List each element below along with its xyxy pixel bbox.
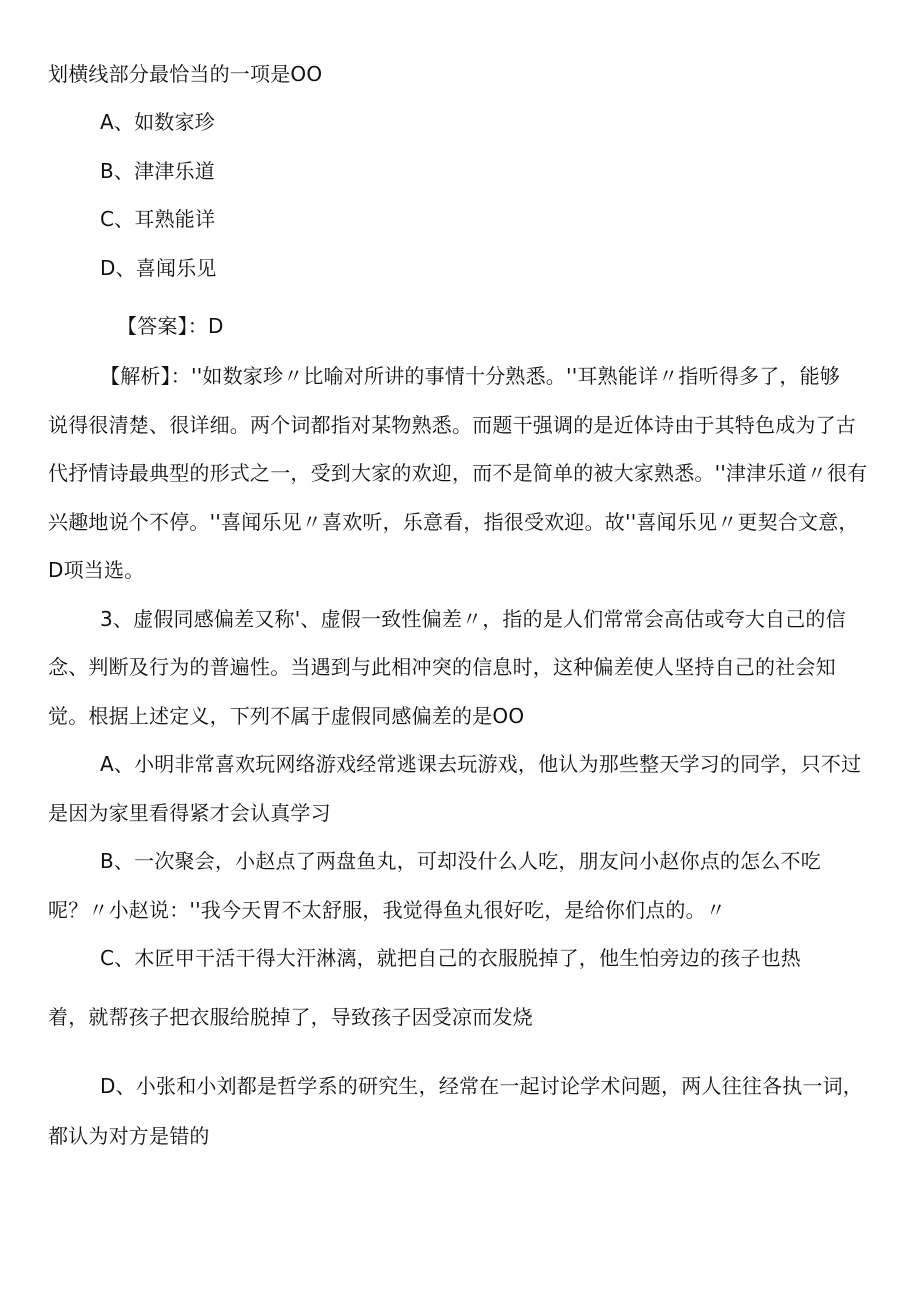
q3-option-a-cont: 是因为家里看得紧才会认真学习 xyxy=(48,801,331,825)
q3-option-c: C、木匠甲干活干得大汗淋漓，就把自己的衣服脱掉了，他生怕旁边的孩子也热 xyxy=(100,946,801,970)
q3-stem-line: 觉。根据上述定义，下列不属于虚假同感偏差的是OO xyxy=(48,704,525,728)
q3-option-d-cont: 都认为对方是错的 xyxy=(48,1124,210,1148)
q2-option-d: D、喜闻乐见 xyxy=(100,256,217,280)
q2-option-b: B、津津乐道 xyxy=(100,159,215,183)
q2-option-c: C、耳熟能详 xyxy=(100,207,216,231)
q2-answer: 【答案】：D xyxy=(117,314,224,338)
q3-stem-line: 念、判断及行为的普遍性。当遇到与此相冲突的信息时，这种偏差使人坚持自己的社会知 xyxy=(48,655,836,679)
q2-analysis-line: 【解析】：''如数家珍〃比喻对所讲的事情十分熟悉。''耳熟能详〃指听得多了，能够 xyxy=(100,364,840,388)
q3-option-a: A、小明非常喜欢玩网络游戏经常逃课去玩游戏，他认为那些整天学习的同学，只不过 xyxy=(100,752,862,776)
q3-option-d: D、小张和小刘都是哲学系的研究生，经常在一起讨论学术问题，两人往往各执一词， xyxy=(100,1074,863,1098)
q2-analysis-line: 兴趣地说个不停。''喜闻乐见〃喜欢听，乐意看，指很受欢迎。故''喜闻乐见〃更契合文意， xyxy=(48,510,859,534)
q2-option-a: A、如数家珍 xyxy=(100,110,215,134)
q2-analysis-line: D项当选。 xyxy=(48,558,145,582)
q2-analysis-line: 说得很清楚、很详细。两个词都指对某物熟悉。而题干强调的是近体诗由于其特色成为了古 xyxy=(48,413,856,437)
q2-analysis-line: 代抒情诗最典型的形式之一，受到大家的欢迎，而不是简单的被大家熟悉。''津津乐道〃很有 xyxy=(48,461,868,485)
q3-option-b: B、一次聚会，小赵点了两盘鱼丸，可却没什么人吃，朋友问小赵你点的怎么不吃 xyxy=(100,849,821,873)
q2-stem-tail: 划横线部分最恰当的一项是OO xyxy=(48,62,323,86)
q3-option-c-cont: 着，就帮孩子把衣服给脱掉了，导致孩子因受凉而发烧 xyxy=(48,1005,533,1029)
q3-option-b-cont: 呢？〃小赵说：''我今天胃不太舒服，我觉得鱼丸很好吃，是给你们点的。〃 xyxy=(48,898,726,922)
q3-stem-line: 3、虚假同感偏差又称'、虚假一致性偏差〃，指的是人们常常会高估或夸大自己的信 xyxy=(100,607,846,631)
